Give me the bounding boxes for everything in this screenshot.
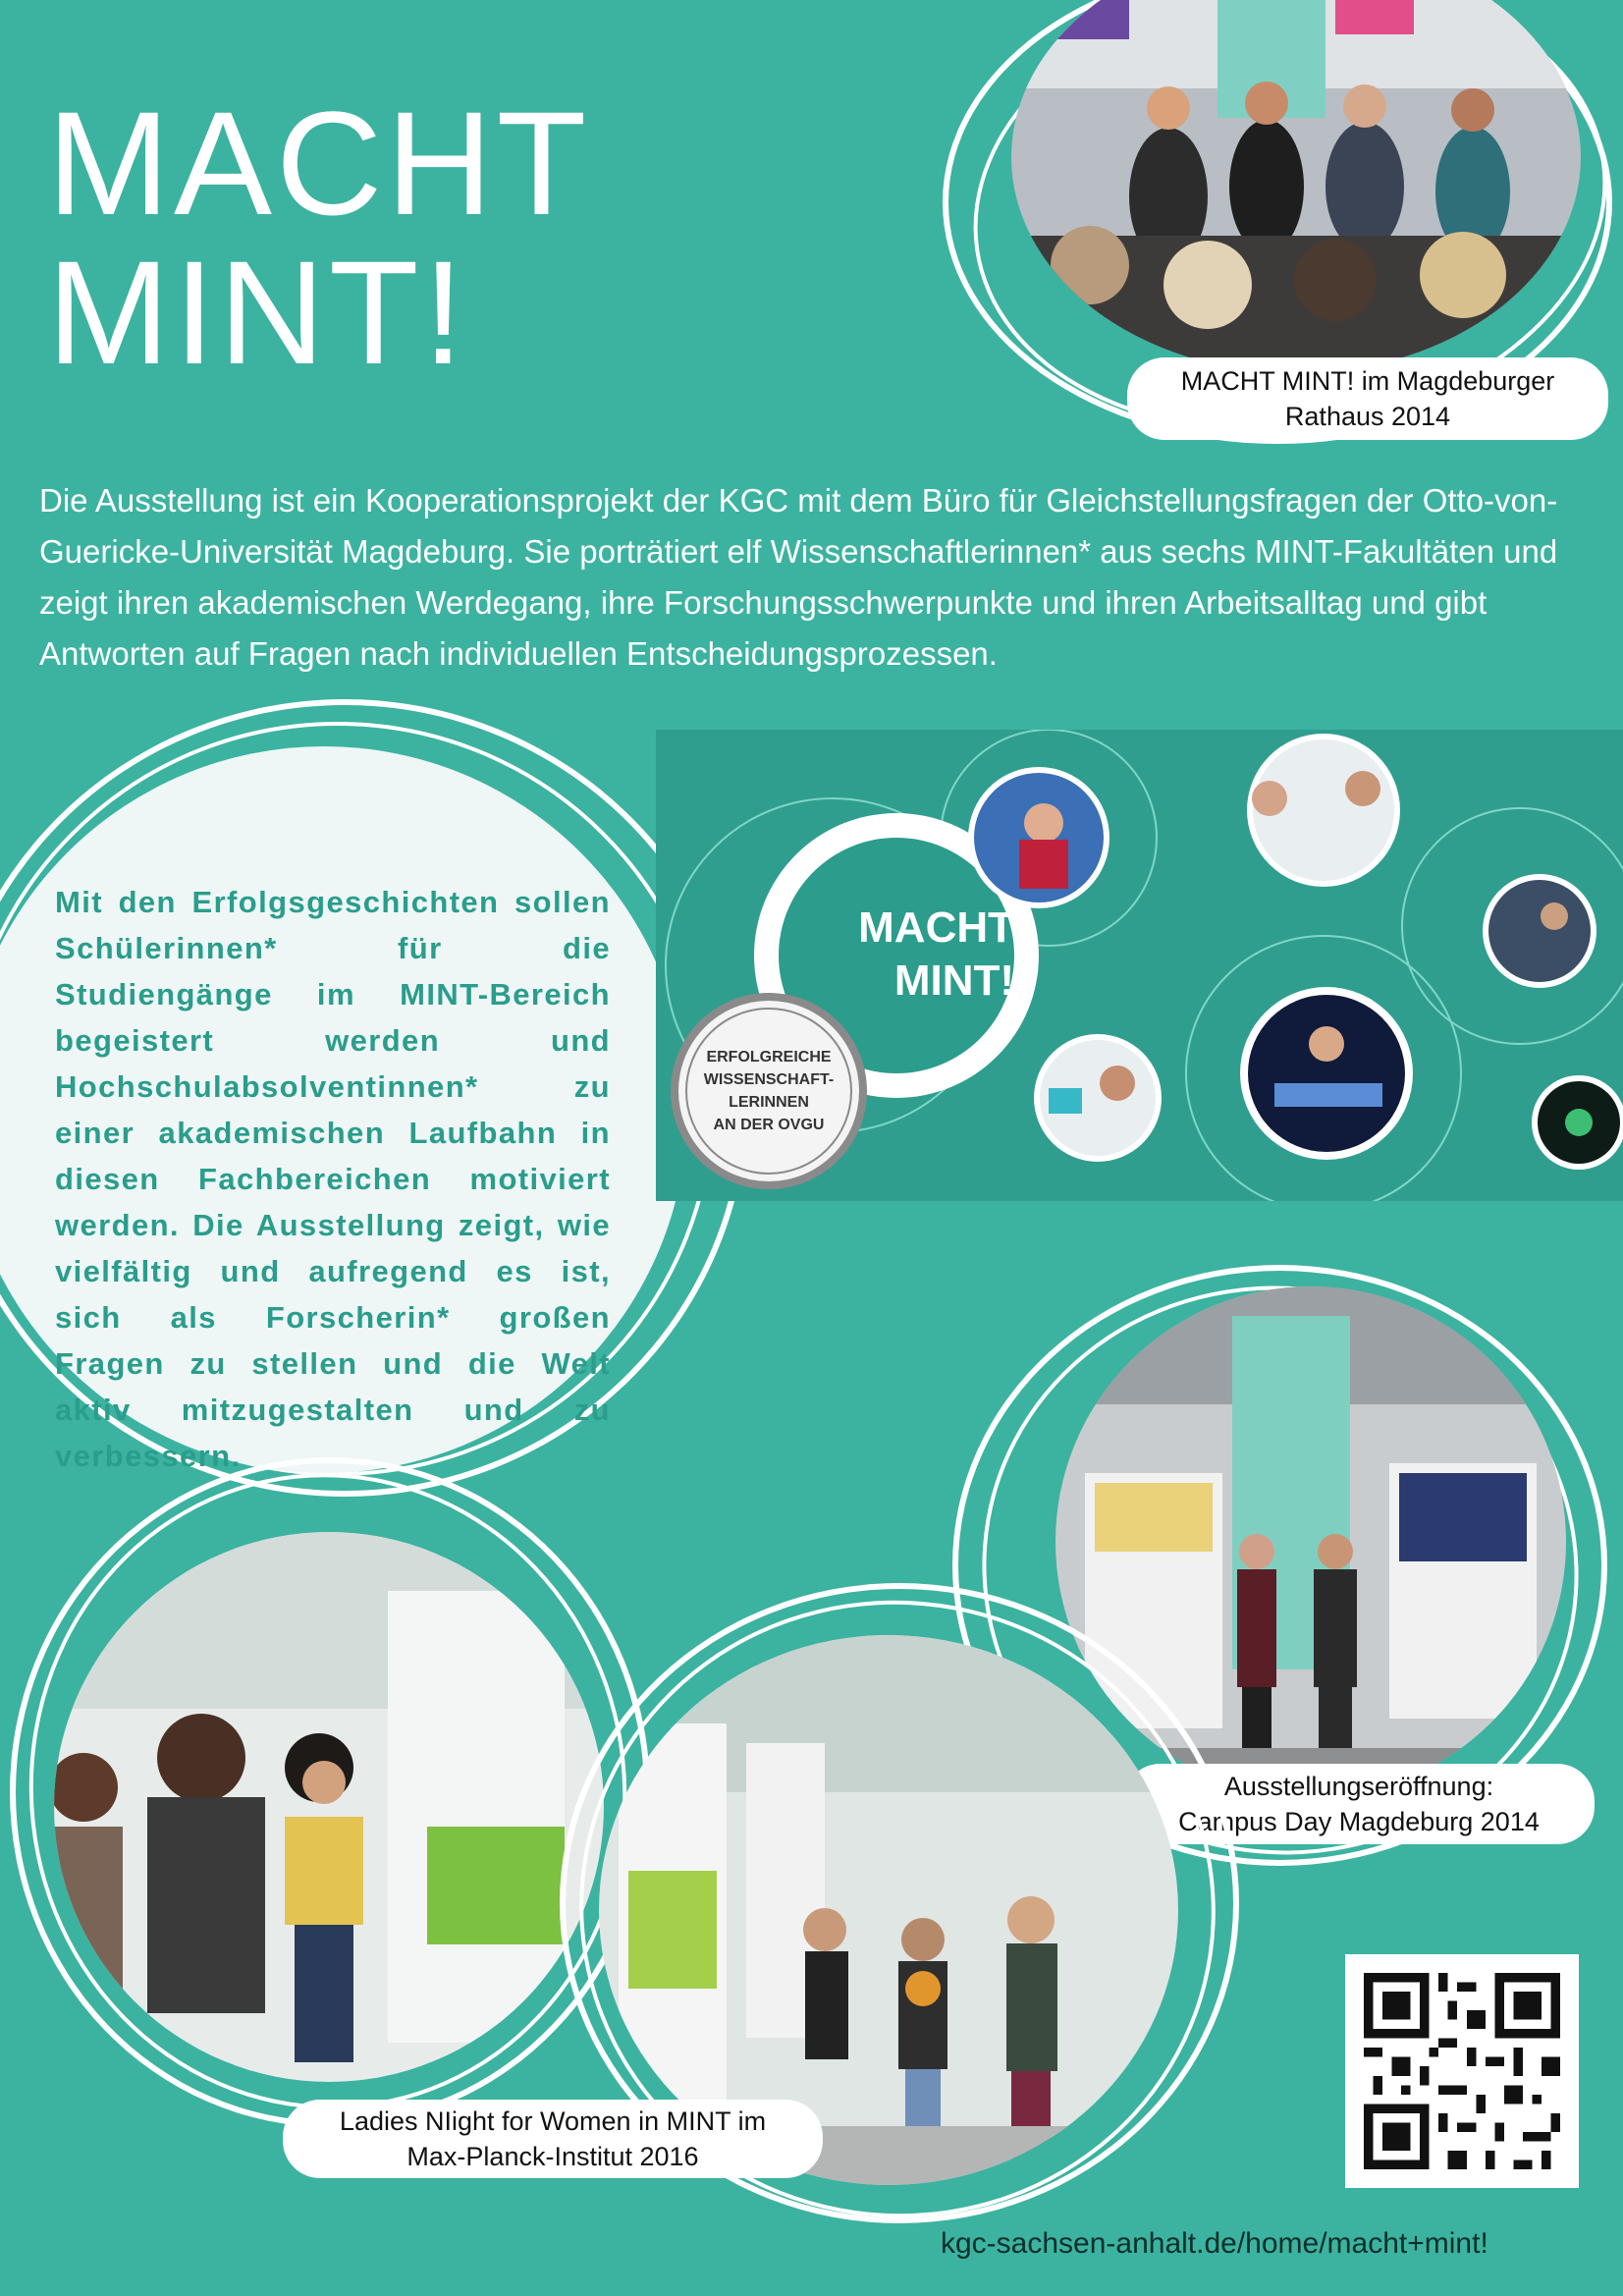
- exhibition-banner: [656, 730, 1623, 1201]
- banner-logo: MACHT MINT!: [858, 903, 1014, 1005]
- website-url[interactable]: kgc-sachsen-anhalt.de/home/macht+mint!: [941, 2227, 1488, 2260]
- title-line-2: MINT!: [47, 230, 468, 395]
- qr-code[interactable]: [1345, 1954, 1579, 2188]
- page-title: [47, 81, 591, 395]
- caption-ladies-night: Ladies NIight for Women in MINT im Max-Planck-Institut 2016: [283, 2100, 823, 2178]
- title-line-1: MACHT: [47, 81, 591, 246]
- caption-campus-day: Ausstellungseröffnung: Campus Day Magdeburg 2014: [1123, 1764, 1595, 1844]
- intro-paragraph: Die Ausstellung ist ein Kooperationsprojekt der KGC mit dem Büro für Gleichstellungsfragen der Otto-von-Guericke-Universität Magdeburg. Sie porträtiert elf Wissenschaftlerinnen* aus sechs MINT-Fakultäten und zeigt ihren akademischen Werdegang, ihre Forschungsschwerpunkte und ihren Arbeitsalltag und gibt Antworten auf Fragen nach individuellen Entscheidungsprozessen.: [39, 482, 1558, 672]
- photo-ladies-night-1: [54, 1532, 604, 2082]
- banner-seal: ERFOLGREICHE WISSENSCHAFT- LERINNEN AN DER OVGU: [703, 1049, 835, 1133]
- caption-rathaus: MACHT MINT! im Magdeburger Rathaus 2014: [1127, 357, 1608, 440]
- story-paragraph: Mit den Erfolgsgeschichten sollen Schülerinnen* für die Studiengänge im MINT-Bereich begeistert werden und Hochschulabsolventinnen* zu einer akademischen Laufbahn in diesen Fachbereichen motiviert werden. Die Ausstellung zeigt, wie vielfältig und aufregend es ist, sich als Forscherin* großen Fragen zu stellen und die Welt aktiv mitzugestalten und zu verbessern.: [55, 885, 611, 1473]
